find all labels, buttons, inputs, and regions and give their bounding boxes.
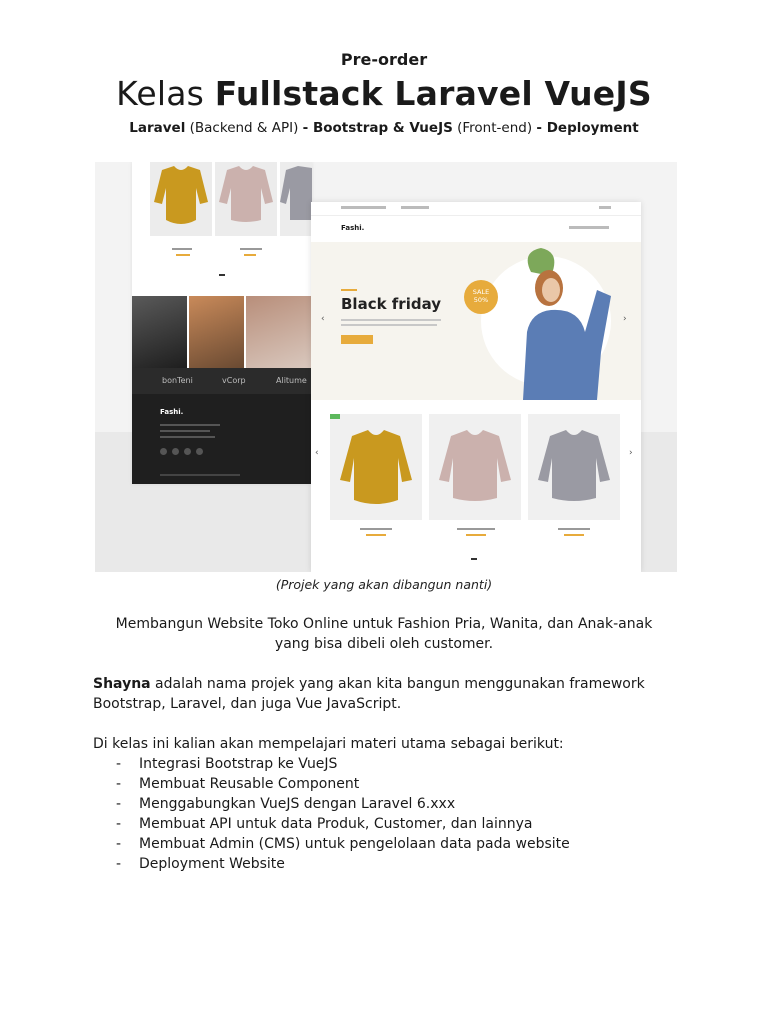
list-dash: - xyxy=(116,816,122,832)
mockup-hero xyxy=(311,242,641,400)
title-bold: Fullstack Laravel VueJS xyxy=(214,74,652,113)
list-item xyxy=(93,814,693,834)
back-prod-name-2 xyxy=(240,248,262,250)
mockup-front-page xyxy=(311,202,641,572)
hero-tag xyxy=(341,289,357,291)
twitter-icon xyxy=(184,448,191,455)
list-item-text: Menggabungkan VueJS dengan Laravel 6.xxx xyxy=(139,796,456,812)
materials-list xyxy=(93,754,693,874)
project-mockup-image xyxy=(95,162,677,572)
footer-line-3 xyxy=(160,436,215,438)
subtitle-frontend: (Front-end) xyxy=(452,120,537,136)
instagram-icon xyxy=(172,448,179,455)
facebook-icon xyxy=(160,448,167,455)
shayna-name: Shayna xyxy=(93,676,151,692)
partner-logos xyxy=(132,368,312,394)
list-dash: - xyxy=(116,796,122,812)
page-subtitle xyxy=(0,120,768,136)
list-item xyxy=(93,834,693,854)
product-price-2 xyxy=(466,534,486,536)
topbar-email xyxy=(341,206,386,209)
pinterest-icon xyxy=(196,448,203,455)
sweater-pink-icon xyxy=(215,162,277,236)
new-badge xyxy=(330,414,340,419)
subtitle-deployment: - Deployment xyxy=(536,120,639,136)
intro-paragraph: Membangun Website Toko Online untuk Fashion Pria, Wanita, dan Anak-anak yang bisa dibeli oleh customer. xyxy=(115,616,653,652)
hero-model-image xyxy=(501,242,621,400)
list-dash: - xyxy=(116,836,122,852)
partner-logo-3: Alitume xyxy=(276,376,307,385)
list-item xyxy=(93,854,693,874)
list-item xyxy=(93,754,693,774)
back-prod-name-1 xyxy=(172,248,192,250)
topbar-phone xyxy=(401,206,429,209)
list-item-text: Membuat API untuk data Produk, Customer, dan lainnya xyxy=(139,816,533,832)
list-item xyxy=(93,794,693,814)
photo-1 xyxy=(132,296,187,368)
instagram-photos xyxy=(132,296,312,368)
title-light: Kelas xyxy=(116,74,215,113)
footer-line-2 xyxy=(160,430,210,432)
back-prod-price-1 xyxy=(176,254,190,256)
hero-prev-icon: ‹ xyxy=(321,314,325,324)
product-name-1 xyxy=(360,528,392,530)
hero-text-2 xyxy=(341,324,437,326)
product-pink-sweater xyxy=(429,414,521,520)
list-dash: - xyxy=(116,756,122,772)
subtitle-laravel: Laravel xyxy=(129,120,186,136)
subtitle-bootstrap-vue: - Bootstrap & VueJS xyxy=(302,120,453,136)
list-item-text: Membuat Reusable Component xyxy=(139,776,360,792)
list-item-text: Deployment Website xyxy=(139,856,285,872)
list-item-text: Integrasi Bootstrap ke VueJS xyxy=(139,756,338,772)
shayna-paragraph xyxy=(93,674,693,714)
mockup-logo: Fashi. xyxy=(341,224,365,232)
footer-logo: Fashi. xyxy=(160,408,184,416)
product-price-1 xyxy=(366,534,386,536)
hero-shop-button xyxy=(341,335,373,344)
photo-2 xyxy=(189,296,244,368)
mockup-navbar xyxy=(311,216,641,242)
list-item-text: Membuat Admin (CMS) untuk pengelolaan data pada website xyxy=(139,836,570,852)
sale-badge xyxy=(464,280,498,314)
hero-next-icon: › xyxy=(623,314,627,324)
partner-logo-2: vCorp xyxy=(222,376,246,385)
sweater-grey-icon xyxy=(280,162,312,236)
products-next-icon: › xyxy=(629,448,633,458)
partner-logo-1: bonTeni xyxy=(162,376,193,385)
sweater-yellow-icon xyxy=(150,162,212,236)
product-name-3 xyxy=(558,528,590,530)
products-pager xyxy=(471,558,477,560)
cart-icon xyxy=(569,226,609,229)
sale-badge-line2: 50% xyxy=(473,295,489,304)
preorder-label: Pre-order xyxy=(340,50,428,69)
product-grey-sweater xyxy=(528,414,620,520)
footer-copyright xyxy=(160,474,240,476)
mockup-topbar xyxy=(311,202,641,216)
mockup-products xyxy=(311,400,641,572)
products-prev-icon: ‹ xyxy=(315,448,319,458)
list-dash: - xyxy=(116,856,122,872)
footer-line-1 xyxy=(160,424,220,426)
list-item xyxy=(93,774,693,794)
product-name-2 xyxy=(457,528,495,530)
hero-title: Black friday xyxy=(341,295,442,313)
shayna-text: adalah nama projek yang akan kita bangun menggunakan framework Bootstrap, Laravel, dan juga Vue JavaScript. xyxy=(93,676,645,712)
back-pager xyxy=(219,274,225,276)
topbar-login xyxy=(599,206,611,209)
product-yellow-sweater xyxy=(330,414,422,520)
product-price-3 xyxy=(564,534,584,536)
page-title xyxy=(0,74,768,113)
materials-intro: Di kelas ini kalian akan mempelajari materi utama sebagai berikut: xyxy=(93,736,564,752)
mockup-footer xyxy=(132,394,312,484)
list-dash: - xyxy=(116,776,122,792)
hero-text-1 xyxy=(341,319,441,321)
subtitle-backend: (Backend & API) xyxy=(185,120,303,136)
image-caption: (Projek yang akan dibangun nanti) xyxy=(275,577,493,592)
photo-3 xyxy=(246,296,312,368)
back-prod-price-2 xyxy=(244,254,256,256)
sale-badge-line1: SALE xyxy=(472,288,490,296)
